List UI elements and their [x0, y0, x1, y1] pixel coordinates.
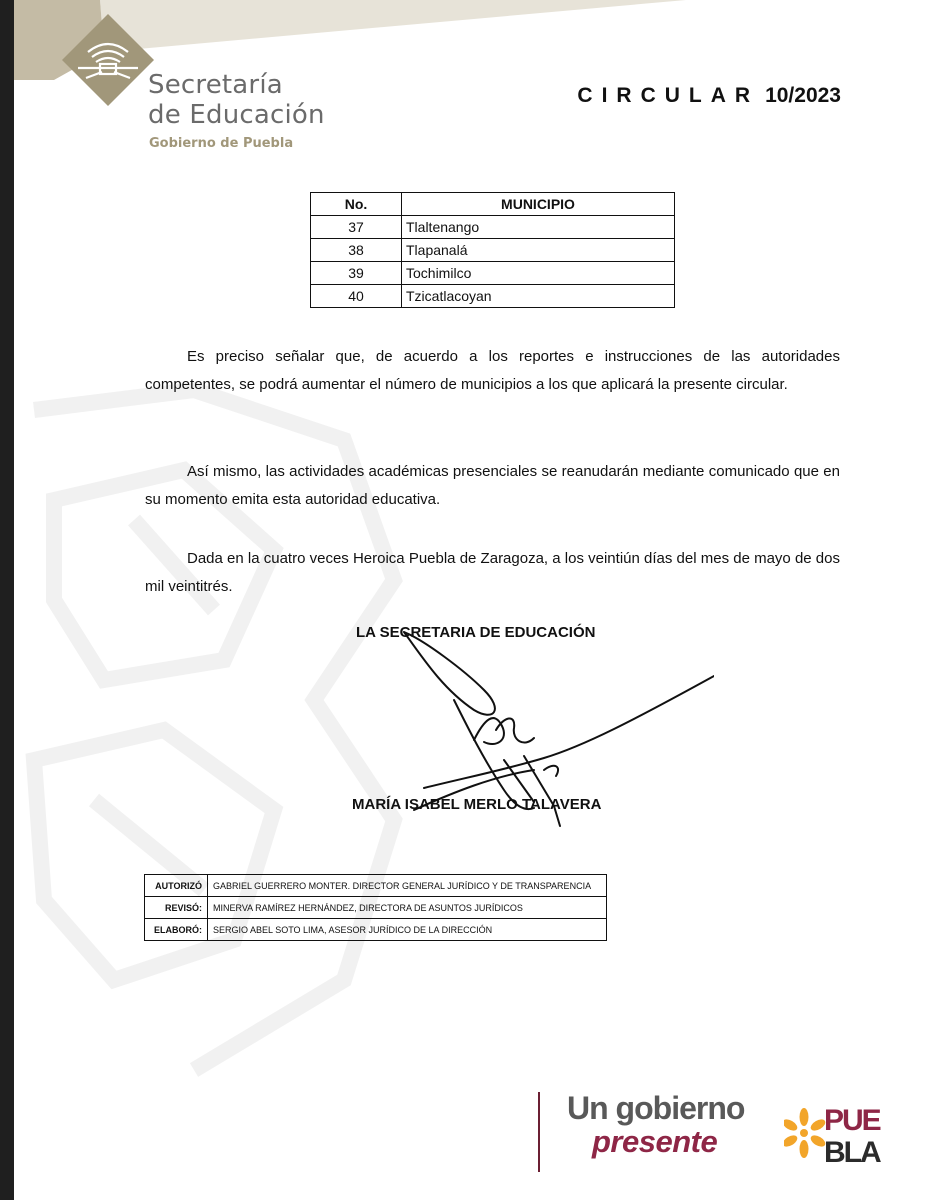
circular-heading	[577, 84, 841, 108]
column-header-no: No.	[311, 193, 402, 216]
signoff-label: AUTORIZÓ	[145, 875, 208, 897]
body-paragraph-3	[145, 545, 840, 601]
paragraph-text: Es preciso señalar que, de acuerdo a los reportes e instrucciones de las autoridades competentes, se podrá aumentar el número de municipios a los que aplicará la presente circular.	[145, 348, 840, 393]
signer-name: MARÍA ISABEL MERLO TALAVERA	[352, 796, 602, 813]
logo-text-gobierno: Gobierno de Puebla	[149, 136, 294, 151]
slogan-line-1: Un gobierno	[567, 1090, 745, 1126]
logo-text-secretaria: Secretaría	[148, 70, 283, 100]
puebla-logo-text-bottom: BLA	[824, 1136, 880, 1166]
secretaria-logo-icon	[62, 14, 154, 106]
column-header-municipio: MUNICIPIO	[402, 193, 675, 216]
document-page	[14, 0, 947, 1200]
body-paragraph-1	[145, 343, 840, 399]
slogan-line-2: presente	[592, 1124, 718, 1159]
circular-number: 10/2023	[765, 84, 841, 107]
signer-title: LA SECRETARIA DE EDUCACIÓN	[356, 624, 596, 641]
municipio-name: Tzicatlacoyan	[402, 285, 675, 308]
signoff-table	[144, 874, 607, 941]
table-row	[311, 216, 675, 239]
table-row	[145, 919, 607, 941]
table-row	[145, 897, 607, 919]
puebla-logo-text-top: PUE	[824, 1104, 880, 1137]
municipio-number: 38	[311, 239, 402, 262]
municipio-number: 39	[311, 262, 402, 285]
body-paragraph-2	[145, 458, 840, 514]
signoff-label: REVISÓ:	[145, 897, 208, 919]
logo-text-educacion: de Educación	[148, 100, 325, 130]
municipio-name: Tlaltenango	[402, 216, 675, 239]
municipios-table	[310, 192, 675, 308]
puebla-logo-icon	[784, 1100, 896, 1166]
table-header-row	[311, 193, 675, 216]
table-row	[311, 262, 675, 285]
circular-label: CIRCULAR	[577, 84, 760, 107]
municipio-name: Tlapanalá	[402, 239, 675, 262]
municipio-number: 40	[311, 285, 402, 308]
signoff-label: ELABORÓ:	[145, 919, 208, 941]
footer-divider	[538, 1092, 540, 1172]
signoff-value: SERGIO ABEL SOTO LIMA, ASESOR JURÍDICO DE LA DIRECCIÓN	[208, 919, 607, 941]
municipio-name: Tochimilco	[402, 262, 675, 285]
table-row	[145, 875, 607, 897]
signoff-value: GABRIEL GUERRERO MONTER. DIRECTOR GENERAL JURÍDICO Y DE TRANSPARENCIA	[208, 875, 607, 897]
paragraph-text: Así mismo, las actividades académicas presenciales se reanudarán mediante comunicado que en su momento emita esta autoridad educativa.	[145, 463, 840, 508]
table-row	[311, 239, 675, 262]
paragraph-text: Dada en la cuatro veces Heroica Puebla de Zaragoza, a los veintiún días del mes de mayo de dos mil veintitrés.	[145, 550, 840, 595]
municipio-number: 37	[311, 216, 402, 239]
signoff-value: MINERVA RAMÍREZ HERNÁNDEZ, DIRECTORA DE ASUNTOS JURÍDICOS	[208, 897, 607, 919]
table-row	[311, 285, 675, 308]
